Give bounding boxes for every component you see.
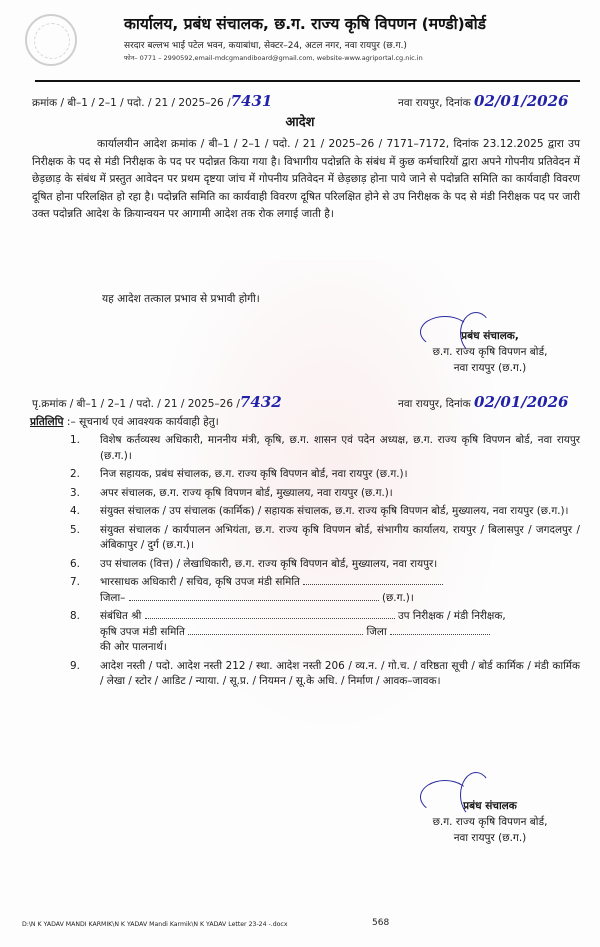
list-item: 9. आदेश नस्ती / पदो. आदेश नस्ती 212 / स्था. आदेश नस्ती 206 / व्य.न. / गो.च. / वरिष्ठता सूची / बोर्ड कार्मिक / मंडी कार्मिक / लेखा / स्टोर / आडिट / न्याया. / सू.प्र. / नियमन / सू.के अधि. / निर्माण / आवक–जावक। (70, 659, 580, 687)
copy-to-heading (30, 415, 219, 429)
blank-fill-line (129, 600, 379, 601)
list-item: 4. संयुक्त संचालक / उप संचालक (कार्मिक) / सहायक संचालक, छ.ग. राज्य कृषि विपणन बोर्ड, मुख्यालय, नवा रायपुर (छ.ग.)। (70, 505, 569, 517)
endorsement-reference (32, 393, 282, 411)
signatory-place: नवा रायपुर (छ.ग.) (453, 832, 527, 844)
endorsement-date-handwritten: 02/01/2026 (474, 393, 569, 411)
list-item: 6. उप संचालक (वित्त) / लेखाधिकारी, छ.ग. राज्य कृषि विपणन बोर्ड, मुख्यालय, नवा रायपुर। (70, 557, 438, 570)
endorsement-signature-block (390, 770, 590, 850)
order-ref-printed: क्रमांक / बी–1 / 2–1 / पदो. / 21 / 2025–26 / (32, 97, 231, 109)
letterhead-contact: फोन– 0771 – 2990592,email-mdcgmandiboard@gmail.com, website-www.agriportal.cg.nic.in (124, 54, 423, 62)
letterhead-address: सरदार बल्लभ भाई पटेल भवन, कयाबांधा, सेक्टर–24, अटल नगर, नवा रायपुर (छ.ग.) (124, 41, 407, 51)
list-item: 1. विशेष कर्तव्यस्थ अधिकारी, माननीय मंत्री, कृषि, छ.ग. शासन एवं पदेन अध्यक्ष, छ.ग. राज्य कृषि विपणन बोर्ड, नवा रायपुर (छ.ग.)। (70, 434, 580, 462)
order-reference (32, 92, 272, 110)
endorsement-ref-printed: पृ.क्रमांक / बी–1 / 2–1 / पदो. / 21 / 2025–26 / (32, 398, 240, 410)
order-body: कार्यालयीन आदेश क्रमांक / बी–1 / 2–1 / पदो. / 21 / 2025–26 / 7171–7172, दिनांक 23.12.2025 द्वारा उप निरीक्षक के पद से मंडी निरीक्षक के पद पर पदोन्नत किया गया है। विभागीय पदोन्नति के संबंध में कुछ कर्मचारियों द्वारा अपने गोपनीय प्रतिवेदन में छेड़छाड़ के संबंध में प्रस्तुत आवेदन पर प्रथम दृष्टया जांच में गोपनीय प्रतिवेदन में छेड़छाड़ होना पाये जाने से पदोन्नति समिति का कार्यवाही विवरण दूषित होना परिलक्षित हो रहा है। पदोन्नति समिति का कार्यवाही विवरण दूषित परिलक्षित होने से उप निरीक्षक के पद से मंडी निरीक्षक पद पर जारी उक्त पदोन्नति आदेश के क्रियान्वयन पर आगामी आदेश तक रोक लगाई जाती है। (32, 138, 580, 221)
order-heading: आदेश (285, 115, 315, 130)
copy-to-purpose: :– सूचनार्थ एवं आवश्यक कार्यवाही हेतु। (66, 416, 219, 428)
emblem-seal-icon (25, 14, 77, 66)
order-signature-block (390, 310, 590, 385)
order-date (398, 92, 568, 110)
blank-fill-line (390, 634, 490, 635)
signatory-title: प्रबंध संचालक (463, 800, 517, 812)
endorsement-ref-handwritten: 7432 (239, 393, 282, 411)
copy-to-list (30, 433, 580, 693)
footer-file-path: D:\N K YADAV MANDI KARMIK\N K YADAV Mandi Karmik\N K YADAV Letter 23-24 -.docx (22, 921, 288, 928)
list-item: 5. संयुक्त संचालक / कार्यपालन अभियंता, छ.ग. राज्य कृषि विपणन बोर्ड, संभागीय कार्यालय, रायपुर / बिलासपुर / जगदलपुर / अंबिकापुर / दुर्ग (छ.ग.)। (70, 523, 580, 551)
endorsement-date (398, 393, 568, 411)
list-item: 3. अपर संचालक, छ.ग. राज्य कृषि विपणन बोर्ड, मुख्यालय, नवा रायपुर (छ.ग.)। (70, 486, 393, 499)
signatory-org: छ.ग. राज्य कृषि विपणन बोर्ड, (432, 346, 548, 358)
blank-fill-line (145, 618, 395, 619)
order-date-handwritten: 02/01/2026 (474, 92, 569, 110)
list-item: 8. संबंधित श्री उप निरीक्षक / मंडी निरीक्षक, कृषि उपज मंडी समिति जिला की ओर पालनार्थ। (70, 610, 506, 653)
copy-to-label: प्रतिलिपि (30, 416, 64, 428)
letterhead-title: कार्यालय, प्रबंध संचालक, छ.ग. राज्य कृषि विपणन (मण्डी)बोर्ड (124, 15, 486, 33)
order-ref-handwritten: 7431 (230, 92, 273, 110)
order-effective-statement: यह आदेश तत्काल प्रभाव से प्रभावी होगी। (102, 293, 260, 305)
signatory-title: प्रबंध संचालक, (461, 330, 519, 342)
signatory-org: छ.ग. राज्य कृषि विपणन बोर्ड, (432, 816, 548, 828)
signatory-place: नवा रायपुर (छ.ग.) (453, 362, 527, 374)
blank-fill-line (188, 634, 363, 635)
endorsement-date-label: नवा रायपुर, दिनांक (398, 398, 471, 410)
header-divider (35, 80, 580, 82)
footer-page-number: 568 (372, 918, 390, 928)
list-item: 2. निज सहायक, प्रबंध संचालक, छ.ग. राज्य कृषि विपणन बोर्ड, नवा रायपुर (छ.ग.)। (70, 468, 408, 480)
list-item: 7. भारसाधक अधिकारी / सचिव, कृषि उपज मंडी समिति जिला– (छ.ग.)। (30, 575, 580, 606)
blank-fill-line (303, 584, 443, 585)
order-date-label: नवा रायपुर, दिनांक (398, 97, 471, 109)
